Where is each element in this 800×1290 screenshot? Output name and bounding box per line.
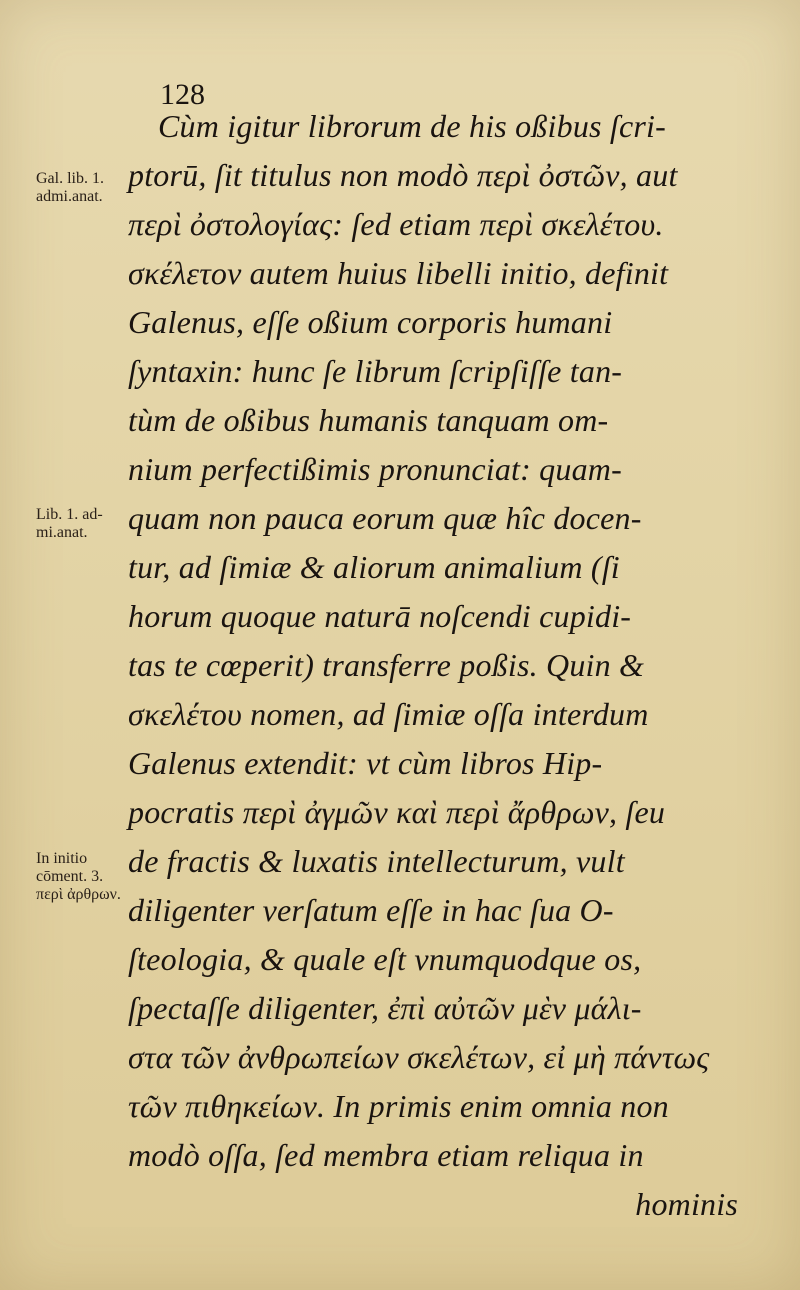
text-line: τῶν πιθηκείων. In primis enim omnia non <box>128 1088 669 1124</box>
text-line: nium perfectißimis pronunciat: quam- <box>128 451 622 487</box>
text-line: quam non pauca eorum quæ hîc docen- <box>128 500 642 536</box>
text-line: σκέλετον autem huius libelli initio, definit <box>128 255 669 291</box>
text-line: diligenter verſatum eſſe in hac ſua O- <box>128 892 614 928</box>
margin-note-line: cōment. 3. <box>36 868 104 885</box>
margin-note-line: περὶ ἀρθρων. <box>36 886 121 903</box>
text-line: ſteologia, & quale eſt vnumquodque os, <box>128 941 642 977</box>
margin-note-line: In initio <box>36 850 88 867</box>
text-line: modò oſſa, ſed membra etiam reliqua in <box>128 1137 644 1173</box>
text-line: tùm de oßibus humanis tanquam om- <box>128 402 609 438</box>
catchword: hominis <box>635 1186 738 1222</box>
text-line: ptorū, ſit titulus non modò περὶ ὀστῶν, aut <box>128 157 678 193</box>
text-line: Cùm igitur librorum de his oßibus ſcri- <box>158 108 666 144</box>
text-line: ſyntaxin: hunc ſe librum ſcripſiſſe tan- <box>128 353 623 389</box>
margin-note <box>36 506 103 542</box>
margin-note-line: Lib. 1. ad- <box>36 506 103 523</box>
text-line: στα τῶν ἀνθρωπείων σκελέτων, εἰ μὴ πάντως <box>128 1039 710 1075</box>
margin-note-line: Gal. lib. 1. <box>36 170 104 187</box>
text-line: tur, ad ſimiæ & aliorum animalium (ſi <box>128 549 620 585</box>
margin-note <box>36 170 104 206</box>
text-line: περὶ ὀστολογίας: ſed etiam περὶ σκελέτου. <box>128 206 664 242</box>
margin-note <box>36 850 121 904</box>
text-line: Galenus, eſſe oßium corporis humani <box>128 304 613 340</box>
text-line: pocratis περὶ ἀγμῶν καὶ περὶ ἄρθρων, ſeu <box>128 794 666 830</box>
text-line: ſpectaſſe diligenter, ἐπὶ αὐτῶν μὲν μάλι- <box>128 990 642 1026</box>
margin-note-line: admi.anat. <box>36 188 103 205</box>
text-line: tas te cœperit) transferre poßis. Quin & <box>128 647 645 683</box>
text-line: de fractis & luxatis intellecturum, vult <box>128 843 625 879</box>
text-line: σκελέτου nomen, ad ſimiæ oſſa interdum <box>128 696 649 732</box>
text-line: Galenus extendit: vt cùm libros Hip- <box>128 745 603 781</box>
text-line: horum quoque naturā noſcendi cupidi- <box>128 598 632 634</box>
body-text <box>128 102 768 1229</box>
page-number: 128 <box>160 78 205 111</box>
margin-note-line: mi.anat. <box>36 524 88 541</box>
